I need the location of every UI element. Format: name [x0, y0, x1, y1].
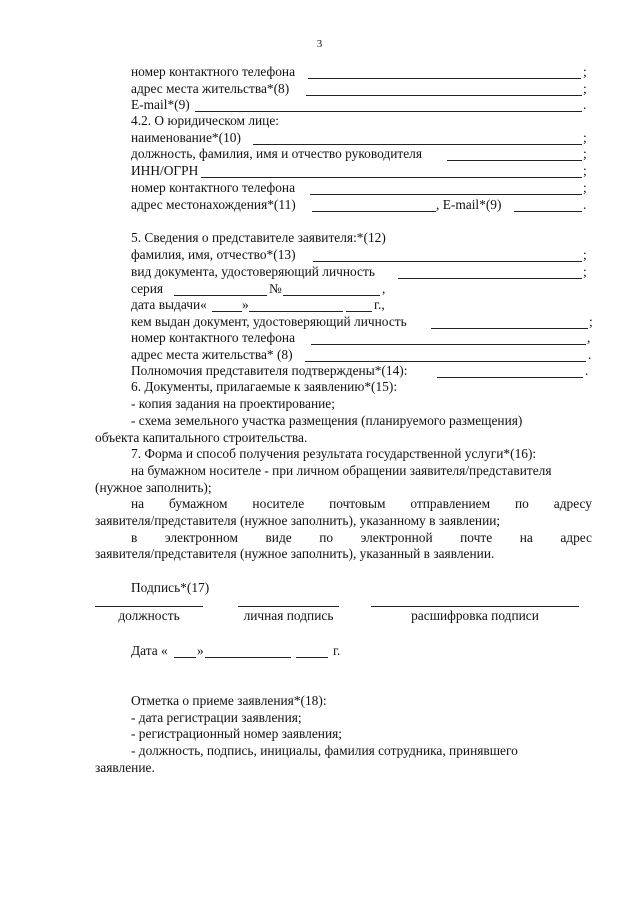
punct: .	[583, 97, 587, 112]
punct: ;	[583, 264, 587, 279]
punct: ;	[589, 314, 593, 329]
receive-option-1: на бумажном носителе - при личном обращении заявителя/представителя	[131, 463, 552, 478]
inn-field[interactable]	[201, 177, 582, 178]
email-field[interactable]	[195, 111, 582, 112]
punct: .	[583, 197, 587, 212]
year-suffix: г.,	[374, 297, 385, 312]
receipt-item-3-cont: заявление.	[95, 760, 155, 775]
signature-position-line[interactable]	[95, 606, 203, 607]
rep-series-label: серия	[131, 281, 164, 296]
justified-word: электронном	[164, 530, 238, 545]
date-day-field[interactable]	[174, 657, 196, 658]
rep-residence-label: адрес места жительства* (8)	[131, 347, 293, 362]
punct: ;	[583, 180, 587, 195]
date-month-field[interactable]	[205, 657, 291, 658]
rep-issue-day-field[interactable]	[212, 311, 242, 312]
phone-field[interactable]	[308, 78, 581, 79]
date-year-field[interactable]	[296, 657, 328, 658]
rep-authority-label: Полномочия представителя подтверждены*(14):	[131, 363, 408, 378]
punct: ;	[583, 64, 587, 79]
signature-label: Подпись*(17)	[131, 580, 210, 595]
punct: ,	[382, 281, 386, 296]
justified-word: на	[131, 496, 145, 511]
location-label: адрес местонахождения*(11)	[131, 197, 296, 212]
rep-doc-type-label: вид документа, удостоверяющий личность	[131, 264, 375, 279]
justified-word: по	[319, 530, 334, 545]
inn-label: ИНН/ОГРН	[131, 163, 199, 178]
org-phone-field[interactable]	[310, 194, 582, 195]
receive-option-3	[131, 530, 592, 546]
org-phone-label: номер контактного телефона	[131, 180, 296, 195]
rep-number-label: №	[269, 281, 282, 296]
justified-word: электронной	[360, 530, 433, 545]
rep-series-field[interactable]	[174, 295, 267, 296]
rep-issued-by-label: кем выдан документ, удостоверяющий личность	[131, 314, 407, 329]
org-name-field[interactable]	[253, 144, 582, 145]
rep-issue-month-field[interactable]	[249, 311, 343, 312]
head-field[interactable]	[447, 160, 582, 161]
signature-decode-caption: расшифровка подписи	[411, 608, 539, 623]
punct: .	[585, 363, 589, 378]
legal-entity-heading: 4.2. О юридическом лице:	[131, 113, 280, 128]
location-field[interactable]	[312, 211, 436, 212]
signature-personal-line[interactable]	[238, 606, 339, 607]
head-label: должность, фамилия, имя и отчество руководителя	[131, 146, 423, 161]
rep-doc-type-field[interactable]	[398, 278, 582, 279]
punct: ;	[583, 247, 587, 262]
signature-personal-caption: личная подпись	[243, 608, 334, 623]
punct: ;	[583, 146, 587, 161]
date-label: Дата «	[131, 643, 168, 658]
justified-word: почтовым	[329, 496, 386, 511]
rep-issued-by-field[interactable]	[431, 328, 588, 329]
doc-item-2: - схема земельного участка размещения (планируемого размещения)	[131, 413, 523, 428]
receive-option-1-cont: (нужное заполнить);	[95, 480, 212, 495]
receipt-item-2: - регистрационный номер заявления;	[131, 726, 343, 741]
justified-word: отправлением	[410, 496, 491, 511]
email-label: E-mail*(9)	[131, 97, 190, 112]
justified-word: на	[519, 530, 533, 545]
justified-word: по	[515, 496, 529, 511]
section-5-heading: 5. Сведения о представителе заявителя:*(12)	[131, 230, 386, 245]
page-number: 3	[316, 38, 323, 50]
justified-word: почте	[460, 530, 493, 545]
justified-word: в	[131, 530, 138, 545]
org-name-label: наименование*(10)	[131, 130, 241, 145]
justified-word: виде	[265, 530, 292, 545]
org-email-field[interactable]	[514, 211, 582, 212]
signature-decode-line[interactable]	[371, 606, 579, 607]
quote-close: »	[242, 297, 249, 312]
doc-item-1: - копия задания на проектирование;	[131, 396, 335, 411]
residence-label: адрес места жительства*(8)	[131, 81, 290, 96]
rep-phone-field[interactable]	[311, 344, 586, 345]
receive-option-2-cont: заявителя/представителя (нужное заполнить), указанному в заявлении;	[95, 513, 501, 528]
residence-field[interactable]	[306, 95, 582, 96]
rep-fio-field[interactable]	[313, 261, 582, 262]
punct: ;	[583, 130, 587, 145]
rep-residence-field[interactable]	[305, 361, 586, 362]
org-email-label: , E-mail*(9)	[436, 197, 502, 212]
rep-authority-field[interactable]	[437, 377, 583, 378]
receipt-item-3: - должность, подпись, инициалы, фамилия сотрудника, принявшего	[131, 743, 518, 758]
rep-phone-label: номер контактного телефона	[131, 330, 296, 345]
justified-word: адрес	[560, 530, 592, 545]
rep-number-field[interactable]	[283, 295, 380, 296]
punct: .	[588, 347, 592, 362]
punct: ;	[583, 81, 587, 96]
section-6-heading: 6. Документы, прилагаемые к заявлению*(15):	[131, 379, 398, 394]
section-7-heading: 7. Форма и способ получения результата государственной услуги*(16):	[131, 446, 537, 461]
phone-label: номер контактного телефона	[131, 64, 296, 79]
rep-fio-label: фамилия, имя, отчество*(13)	[131, 247, 296, 262]
doc-item-2-cont: объекта капитального строительства.	[95, 430, 308, 445]
justified-word: адресу	[553, 496, 592, 511]
justified-word: бумажном	[169, 496, 228, 511]
receive-option-3-cont: заявителя/представителя (нужное заполнить), указанный в заявлении.	[95, 546, 495, 561]
rep-issue-date-label: дата выдачи«	[131, 297, 207, 312]
year-suffix: г.	[333, 643, 341, 658]
quote-close: »	[197, 643, 204, 658]
justified-word: носителе	[252, 496, 305, 511]
punct: ;	[583, 163, 587, 178]
rep-issue-year-field[interactable]	[346, 311, 372, 312]
punct: ,	[587, 330, 591, 345]
receipt-heading: Отметка о приеме заявления*(18):	[131, 693, 327, 708]
receipt-item-1: - дата регистрации заявления;	[131, 710, 302, 725]
receive-option-2	[131, 496, 592, 512]
signature-position-caption: должность	[118, 608, 180, 623]
